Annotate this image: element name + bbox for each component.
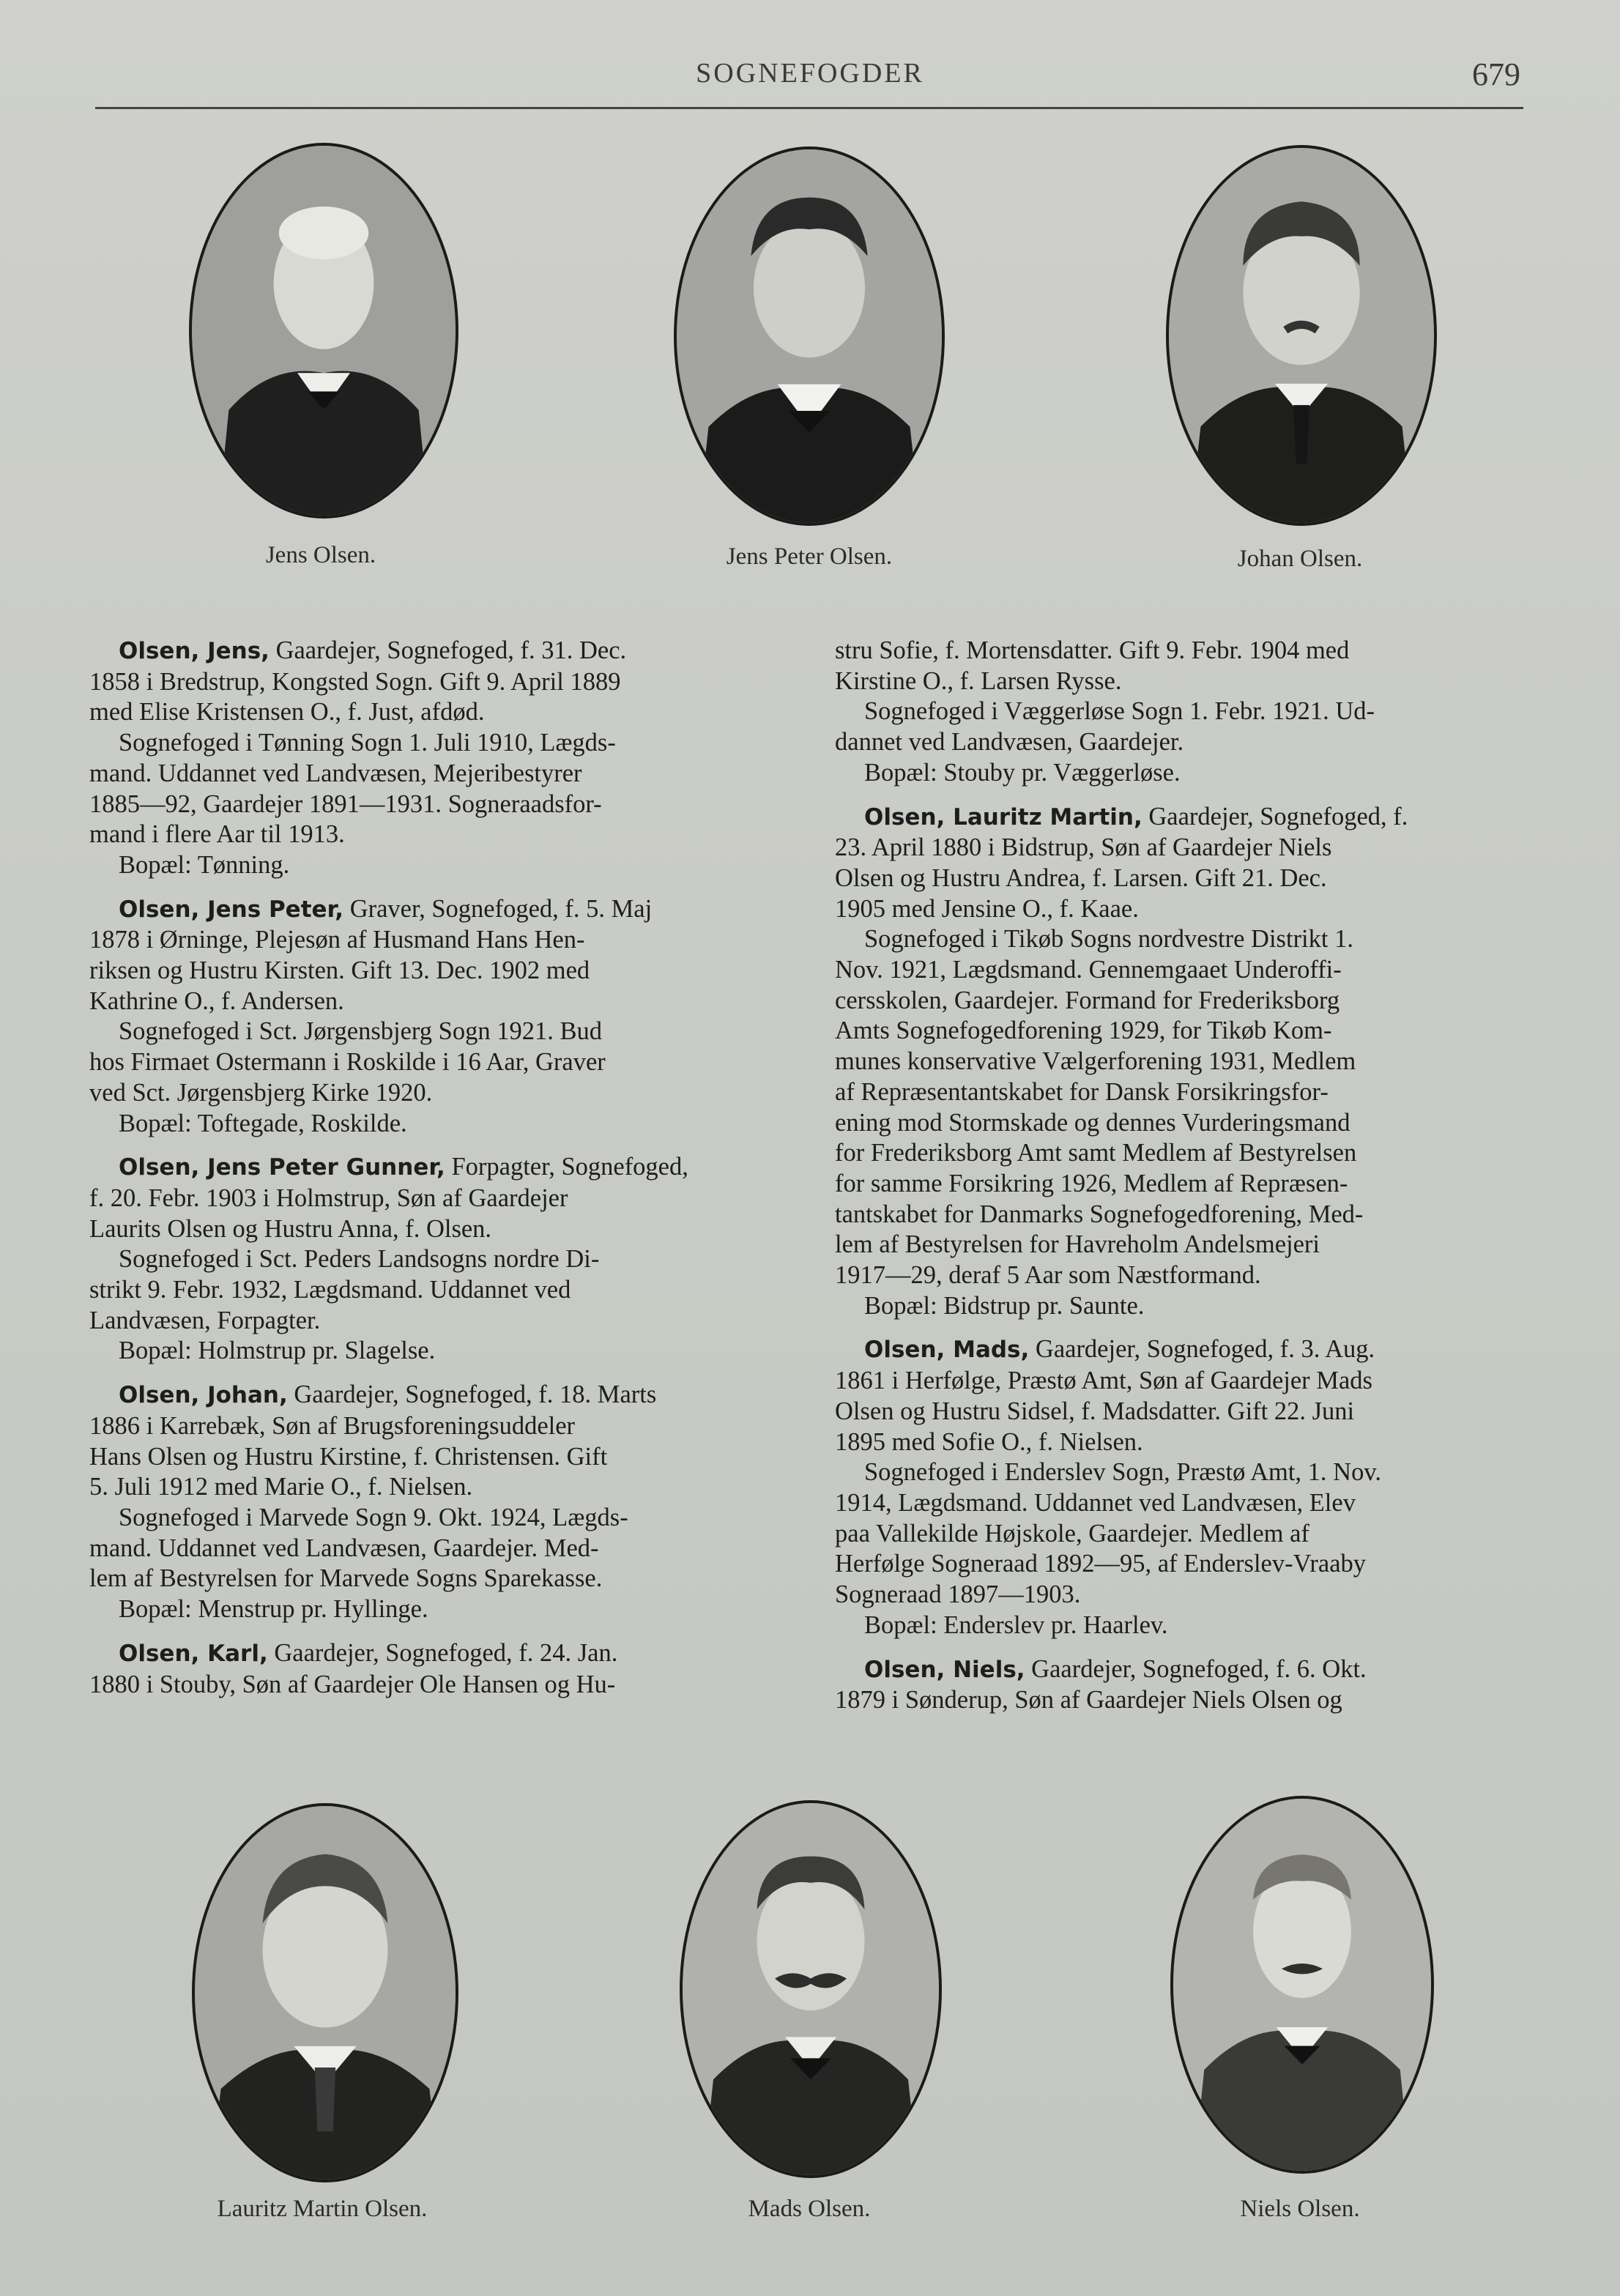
entry-name: Olsen, Jens Peter Gunner, (119, 1154, 445, 1181)
entry-name: Olsen, Karl, (119, 1640, 268, 1667)
entry-johan-olsen: Olsen, Johan, Gaardejer, Sognefoged, f. 18. Marts (119, 1381, 657, 1409)
entry-name: Olsen, Jens, (119, 638, 270, 664)
entry-name: Olsen, Lauritz Martin, (864, 803, 1142, 831)
portrait-photo-jens-olsen (189, 143, 458, 519)
entry-lauritz-martin-olsen: Olsen, Lauritz Martin, Gaardejer, Sognefoged, f. (864, 802, 1408, 831)
entry-jens-peter-olsen: Olsen, Jens Peter, Graver, Sognefoged, f. 5. Maj (119, 894, 653, 923)
portrait-photo-jens-peter-olsen (674, 146, 945, 526)
caption-jens-olsen: Jens Olsen. (265, 542, 376, 568)
running-header: SOGNEFOGDER (696, 58, 924, 89)
entry-jens-olsen: Olsen, Jens, Gaardejer, Sognefoged, f. 31. Dec. (119, 636, 627, 664)
entry-name: Olsen, Jens Peter, (119, 896, 344, 923)
caption-mads-olsen: Mads Olsen. (748, 2196, 871, 2222)
caption-niels-olsen: Niels Olsen. (1240, 2196, 1360, 2222)
right-text-column: stru Sofie, f. Mortensdatter. Gift 9. Febr. 1904 med Kirstine O., f. Larsen Rysse. Sognefoged i Væggerløse Sogn 1. Febr. 1921. Ud- dannet ved Landvæsen, Gaardejer. Bopæl: Stouby pr. Væggerløse. Olsen, Lauritz Martin, Gaardejer, Sognefoged, f. 23. April 1880 i Bidstrup, Søn af Gaardejer Niels Olsen og Hustru Andrea, f. Larsen. Gift 21. Dec. 1905 med Jensine O., f. Kaae. Sognefoged i Tikøb Sogns nordvestre Distrikt 1. Nov. 1921, Lægdsmand. Gennemgaaet Underoffi- cersskolen, Gaardejer. Formand for Frederiksborg Amts Sognefogedforening 1929, for Tikøb Kom- munes konservative Vælgerforening 1931, Medlem af Repræsentantskabet for Dansk Forsikringsfor- ening mod Stormskade og dennes Vurderingsmand for Frederiksborg Amt samt Medlem af Bestyrelsen for samme Forsikring 1926, Medlem af Repræsen- tantskabet for Danmarks Sognefogedforening, Med- lem af Bestyrelsen for Havreholm Andelsmejeri 1917—29, deraf 5 Aar som Næstformand. Bopæl: Bidstrup pr. Saunte. Olsen, Mads, Gaardejer, Sognefoged, f. 3. Aug. 1861 i Herfølge, Præstø Amt, Søn af Gaardejer Mads Olsen og Hustru Sidsel, f. Madsdatter. Gift 22. Juni 1895 med Sofie O., f. Nielsen. Sognefoged i Enderslev Sogn, Præstø Amt, 1. Nov. 1914, Lægdsmand. Uddannet ved Landvæsen, Elev paa Vallekilde Højskole, Gaardejer. Medlem af Herfølge Sogneraad 1892—95, af Enderslev-Vraaby Sogneraad 1897—1903. Bopæl: Enderslev pr. Haarlev. Olsen, Niels, Gaardejer, Sognefoged, f. 6. Okt. 1879 i Sønderup, Søn af Gaardejer Niels Olsen og (835, 636, 1532, 1716)
entry-jens-peter-gunner-olsen: Olsen, Jens Peter Gunner, Forpagter, Sognefoged, (119, 1153, 688, 1181)
caption-jens-peter-olsen: Jens Peter Olsen. (726, 543, 893, 570)
portrait-photo-niels-olsen (1170, 1796, 1434, 2174)
left-text-column: Olsen, Jens, Gaardejer, Sognefoged, f. 31. Dec. 1858 i Bredstrup, Kongsted Sogn. Gift 9. April 1889 med Elise Kristensen O., f. Just, afdød. Sognefoged i Tønning Sogn 1. Juli 1910, Lægds- mand. Uddannet ved Landvæsen, Mejeribestyrer 1885—92, Gaardejer 1891—1931. Sogneraadsfor- mand i flere Aar til 1913. Bopæl: Tønning. Olsen, Jens Peter, Graver, Sognefoged, f. 5. Maj 1878 i Ørninge, Plejesøn af Husmand Hans Hen- riksen og Hustru Kirsten. Gift 13. Dec. 1902 med Kathrine O., f. Andersen. Sognefoged i Sct. Jørgensbjerg Sogn 1921. Bud hos Firmaet Ostermann i Roskilde i 16 Aar, Graver ved Sct. Jørgensbjerg Kirke 1920. Bopæl: Toftegade, Roskilde. Olsen, Jens Peter Gunner, Forpagter, Sognefoged, f. 20. Febr. 1903 i Holmstrup, Søn af Gaardejer Laurits Olsen og Hustru Anna, f. Olsen. Sognefoged i Sct. Peders Landsogns nordre Di- strikt 9. Febr. 1932, Lægdsmand. Uddannet ved Landvæsen, Forpagter. Bopæl: Holmstrup pr. Slagelse. Olsen, Johan, Gaardejer, Sognefoged, f. 18. Marts 1886 i Karrebæk, Søn af Brugsforeningsuddeler Hans Olsen og Hustru Kirstine, f. Christensen. Gift 5. Juli 1912 med Marie O., f. Nielsen. Sognefoged i Marvede Sogn 9. Okt. 1924, Lægds- mand. Uddannet ved Landvæsen, Gaardejer. Med- lem af Bestyrelsen for Marvede Sogns Sparekasse. Bopæl: Menstrup pr. Hyllinge. Olsen, Karl, Gaardejer, Sognefoged, f. 24. Jan. 1880 i Stouby, Søn af Gaardejer Ole Hansen og Hu- (89, 636, 787, 1700)
caption-johan-olsen: Johan Olsen. (1237, 546, 1363, 572)
portrait-photo-lauritz-martin-olsen (192, 1803, 458, 2182)
caption-lauritz-martin-olsen: Lauritz Martin Olsen. (217, 2196, 428, 2222)
entry-name: Olsen, Niels, (864, 1656, 1025, 1683)
entry-karl-olsen: Olsen, Karl, Gaardejer, Sognefoged, f. 24. Jan. (119, 1638, 618, 1667)
portrait-photo-johan-olsen (1166, 145, 1437, 526)
header-rule (95, 107, 1523, 109)
entry-name: Olsen, Mads, (864, 1337, 1030, 1364)
page-number: 679 (1472, 56, 1520, 92)
portrait-photo-mads-olsen (680, 1800, 942, 2178)
entry-name: Olsen, Johan, (119, 1382, 288, 1409)
entry-niels-olsen: Olsen, Niels, Gaardejer, Sognefoged, f. 6. Okt. (864, 1654, 1367, 1683)
entry-mads-olsen: Olsen, Mads, Gaardejer, Sognefoged, f. 3. Aug. (864, 1335, 1375, 1364)
